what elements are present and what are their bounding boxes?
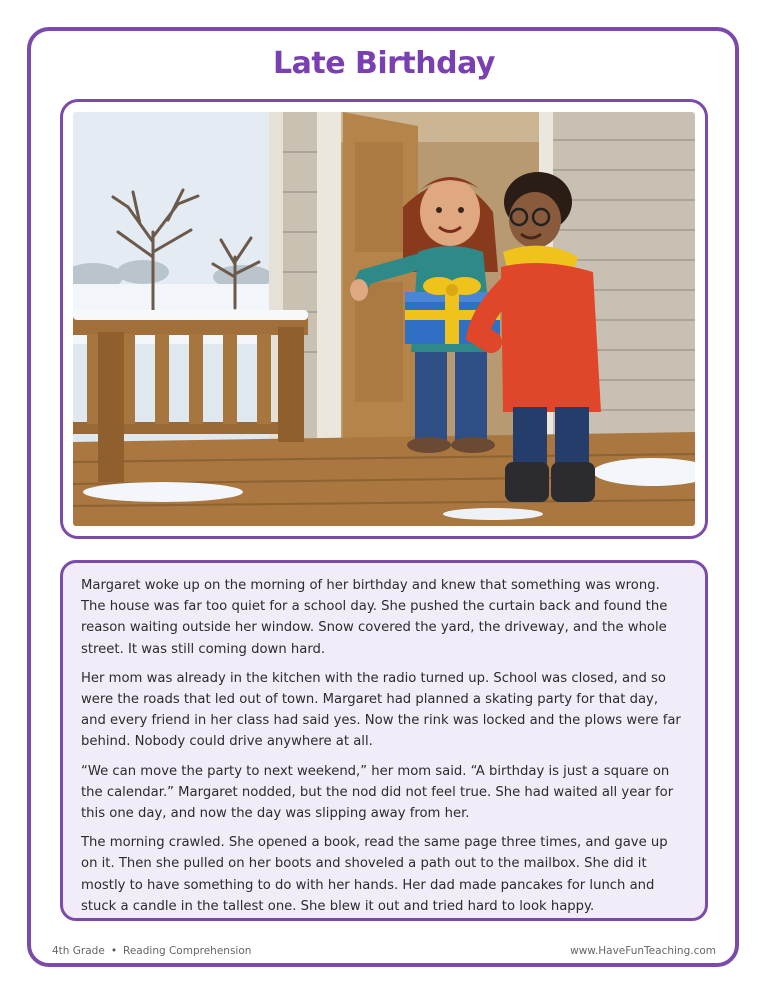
footer-grade-subject [52,945,251,957]
footer-grade: 4th Grade [52,945,105,957]
story-illustration [73,112,695,526]
footer-subject: Reading Comprehension [123,945,252,957]
story-paragraph-4: The morning crawled. She opened a book, read the same page three times, and gave up on it. Then she pulled on her boots and shoveled a path out to the mailbox. She did it mostly to have something to do with her hands. Her dad made pancakes for lunch and stuck a candle in the tallest one. She blew it out and tried hard to look happy. [81,835,668,914]
story-paragraph-2: Her mom was already in the kitchen with the radio turned up. School was closed, and so were the roads that led out of town. Margaret had planned a skating party for that day, and every friend in her class had said yes. Now the rink was locked and the plows were far behind. Nobody could drive anywhere at all. [81,670,681,750]
worksheet-title: Late Birthday [273,46,495,81]
story-text-panel [60,560,708,921]
footer-separator: • [110,945,118,957]
story-paragraph-1: Margaret woke up on the morning of her birthday and knew that something was wrong. The house was far too quiet for a school day. She pushed the curtain back and found the reason waiting outside her window. Snow covered the yard, the driveway, and the whole street. It was still coming down hard. [81,578,668,657]
footer-website-link[interactable]: www.HaveFunTeaching.com [570,945,716,957]
story-paragraph-3: “We can move the party to next weekend,” her mom said. “A birthday is just a square on the calendar.” Margaret nodded, but the nod did not feel true. She had waited all year for this one day, and now the day was slipping away from her. [81,763,674,822]
